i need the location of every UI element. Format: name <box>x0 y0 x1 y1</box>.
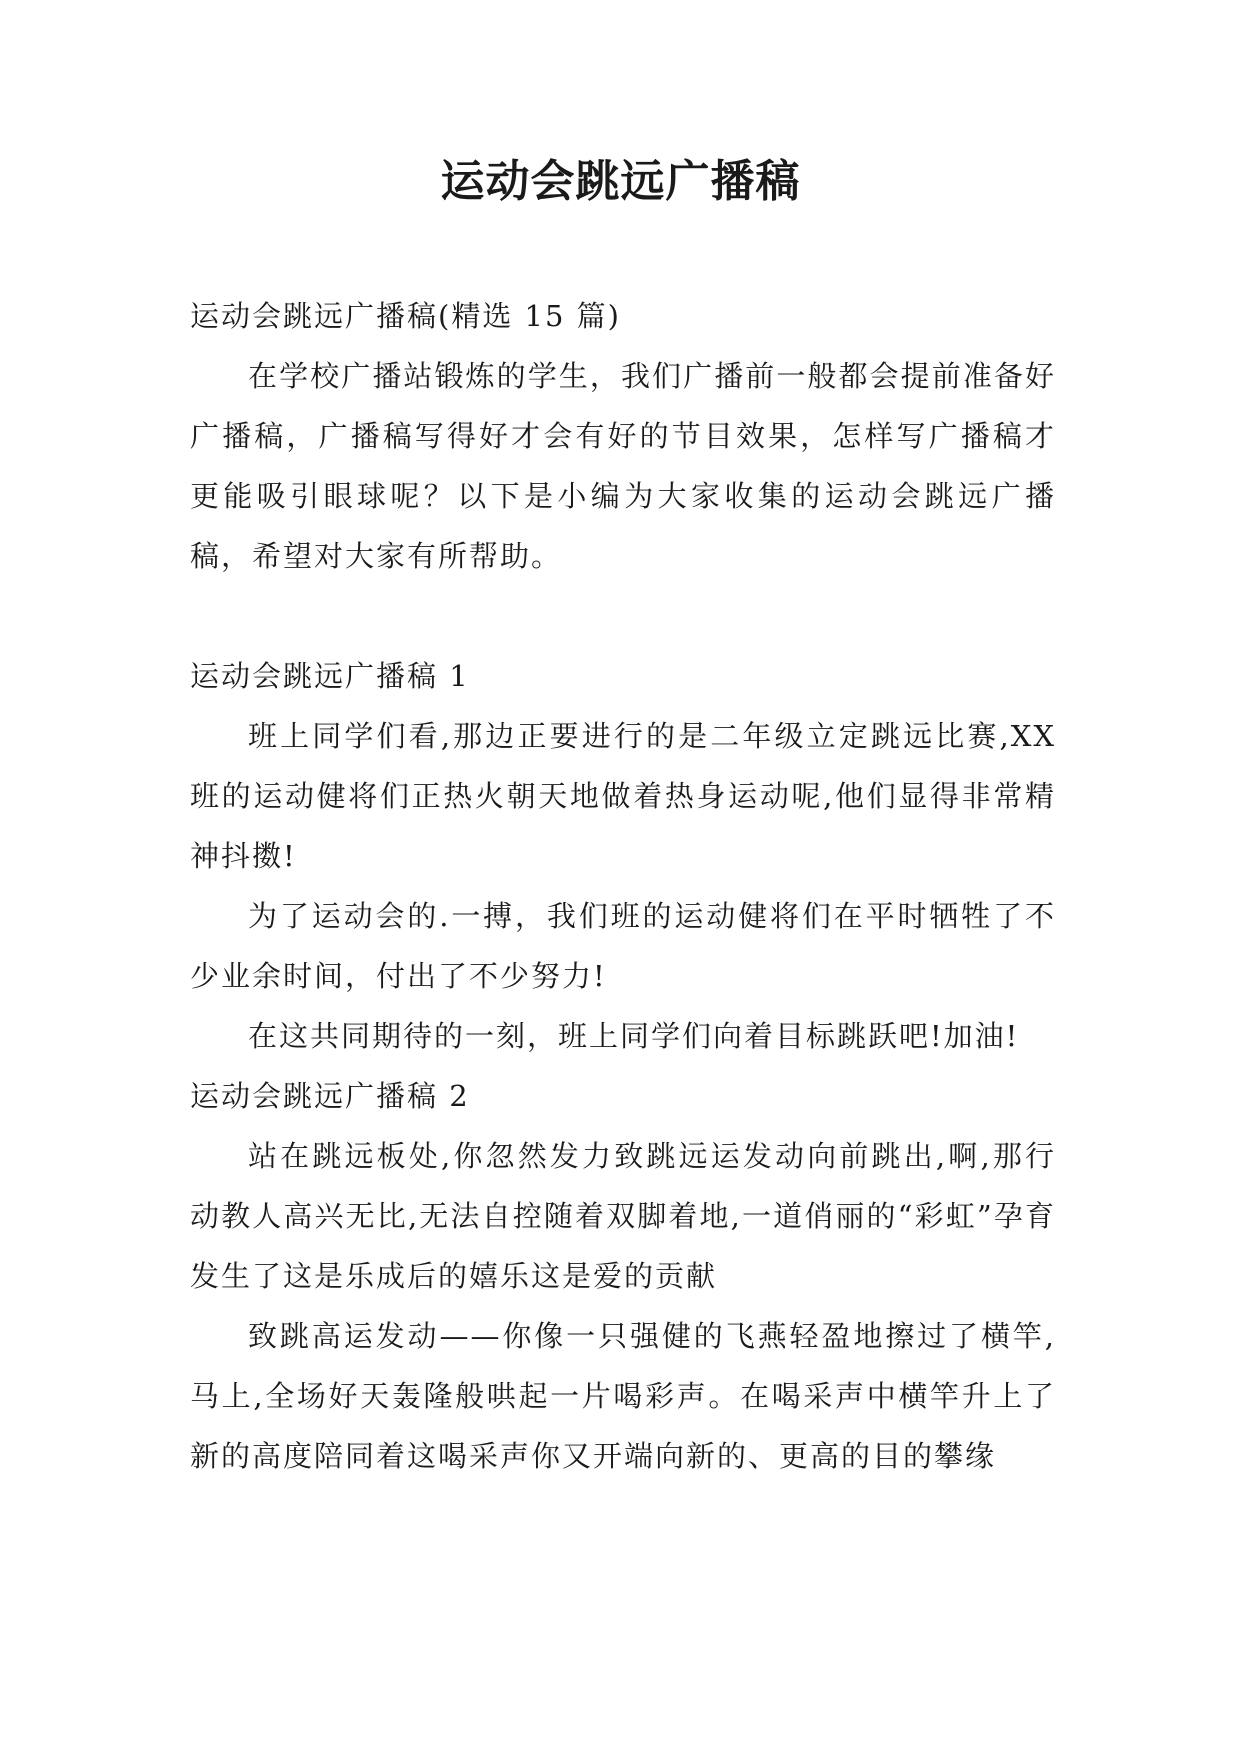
section-1-heading: 运动会跳远广播稿 1 <box>190 659 470 693</box>
document-body <box>190 286 1056 1486</box>
section-spacer <box>190 586 1056 646</box>
document-title: 运动会跳远广播稿 <box>440 156 801 207</box>
intro-paragraph: 在学校广播站锻炼的学生，我们广播前一般都会提前准备好广播稿，广播稿写得好才会有好的节目效果，怎样写广播稿才更能吸引眼球呢？以下是小编为大家收集的运动会跳远广播稿，希望对大家有所帮助。 <box>190 359 1056 573</box>
document-subtitle: 运动会跳远广播稿(精选 15 篇) <box>190 299 621 333</box>
section-1-paragraph-2: 为了运动会的.一搏，我们班的运动健将们在平时牺牲了不少业余时间，付出了不少努力! <box>190 899 1056 993</box>
section-2-paragraph-2: 致跳高运发动——你像一只强健的飞燕轻盈地擦过了横竿,马上,全场好天轰隆般哄起一片喝彩声。在喝采声中横竿升上了新的高度陪同着这喝采声你又开端向新的、更高的目的攀缘 <box>190 1319 1056 1473</box>
section-1-paragraph-3: 在这共同期待的一刻，班上同学们向着目标跳跃吧!加油! <box>248 1019 1020 1053</box>
section-2-heading: 运动会跳远广播稿 2 <box>190 1079 470 1113</box>
section-1-paragraph-1: 班上同学们看,那边正要进行的是二年级立定跳远比赛,XX 班的运动健将们正热火朝天地做着热身运动呢,他们显得非常精神抖擞! <box>190 719 1056 873</box>
section-2-paragraph-1: 站在跳远板处,你忽然发力致跳远运发动向前跳出,啊,那行动教人高兴无比,无法自控随着双脚着地,一道俏丽的“彩虹”孕育发生了这是乐成后的嬉乐这是爱的贡献 <box>190 1139 1056 1293</box>
